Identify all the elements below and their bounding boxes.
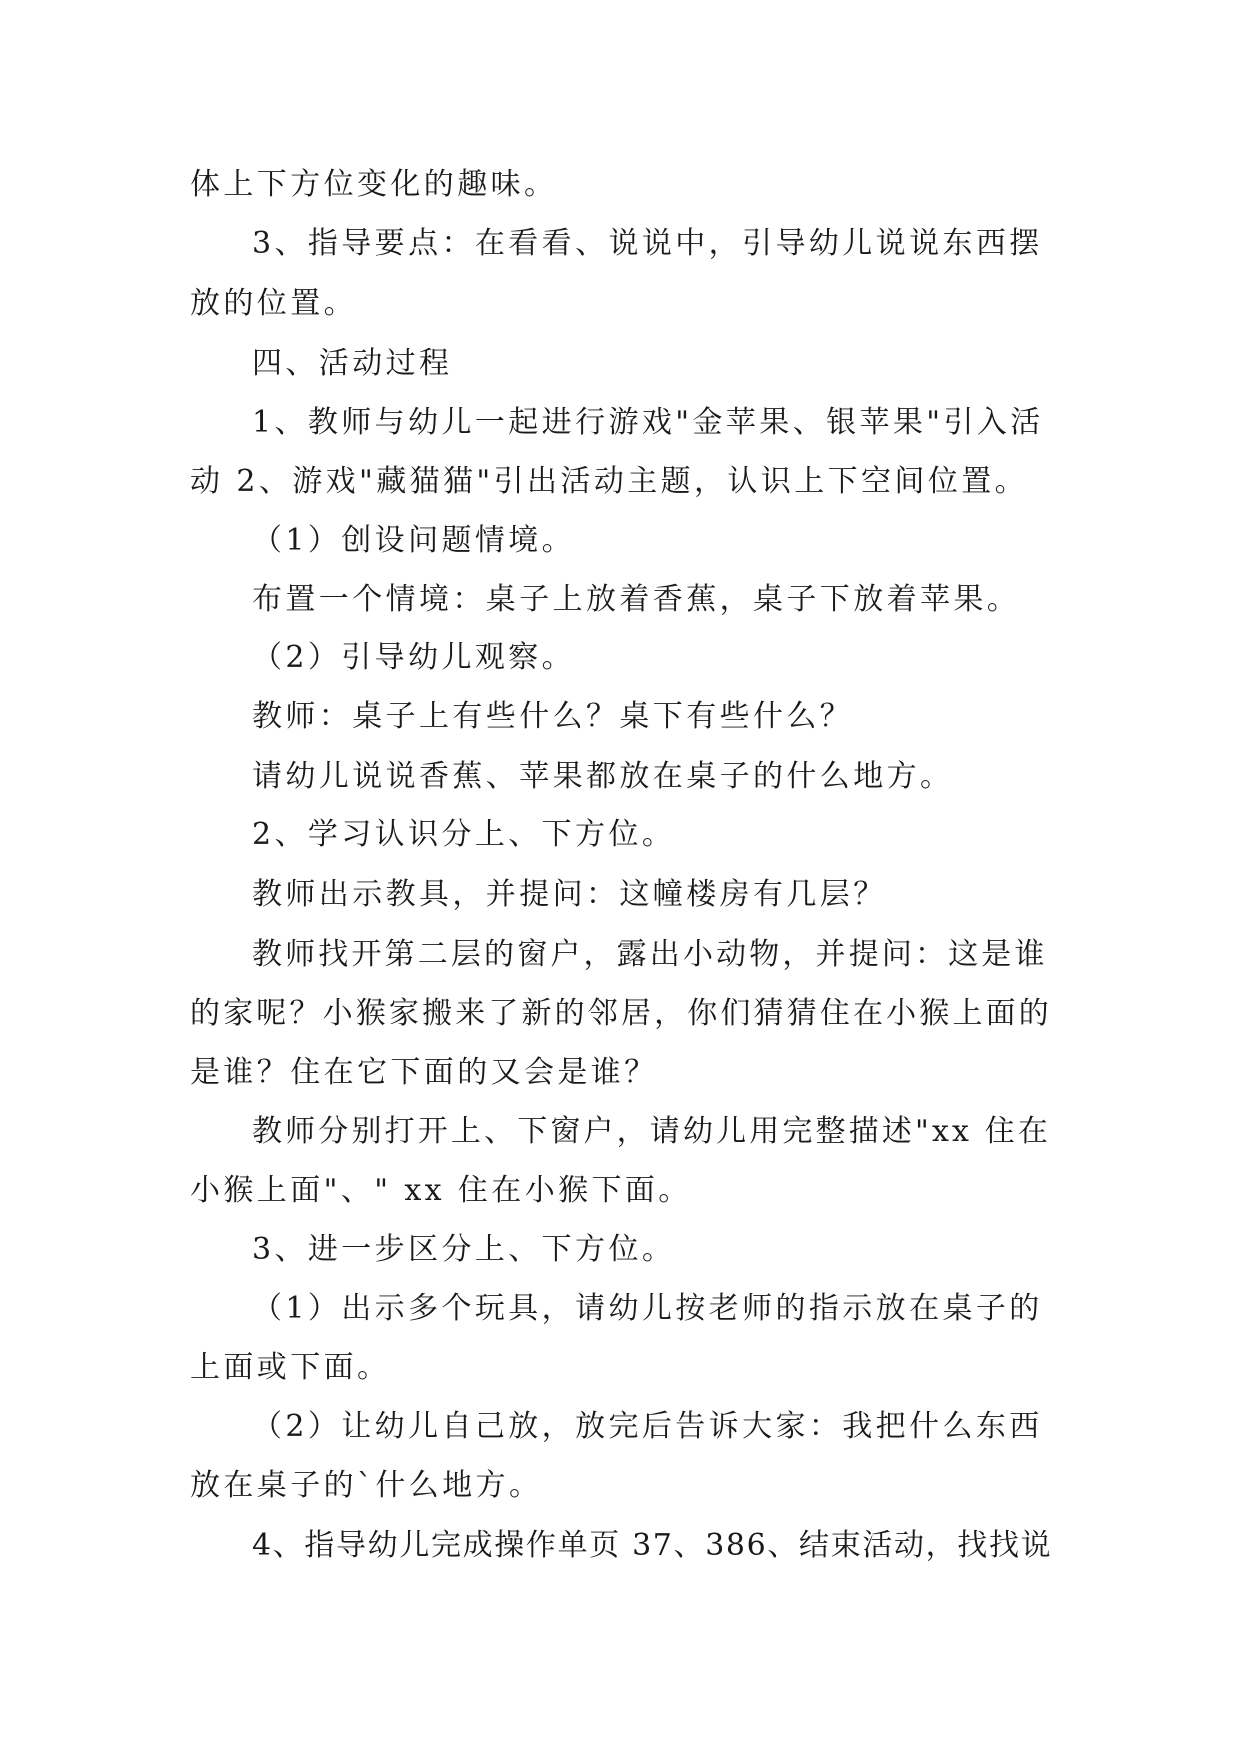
text-line: （2）让幼儿自己放，放完后告诉大家：我把什么东西 (252, 1409, 1043, 1444)
text-line: （1）创设问题情境。 (252, 523, 576, 558)
text-line: 体上下方位变化的趣味。 (190, 167, 558, 202)
text-line: 布置一个情境：桌子上放着香蕉，桌子下放着苹果。 (252, 582, 1021, 617)
text-line: 放的位置。 (190, 286, 357, 321)
text-line: 3、进一步区分上、下方位。 (252, 1232, 676, 1267)
text-line: 2、学习认识分上、下方位。 (252, 817, 676, 852)
text-line: 请幼儿说说香蕉、苹果都放在桌子的什么地方。 (252, 759, 954, 794)
text-line: （1）出示多个玩具，请幼儿按老师的指示放在桌子的 (252, 1291, 1043, 1326)
text-line: 教师找开第二层的窗户，露出小动物，并提问：这是谁 (252, 937, 1048, 972)
text-line: 教师分别打开上、下窗户，请幼儿用完整描述"xx 住在 (252, 1114, 1052, 1149)
text-line: （2）引导幼儿观察。 (252, 640, 576, 675)
text-line: 教师出示教具，并提问：这幢楼房有几层？ (252, 877, 887, 912)
text-line: 动 2、游戏"藏猫猫"引出活动主题，认识上下空间位置。 (190, 464, 1029, 499)
text-line: 1、教师与幼儿一起进行游戏"金苹果、银苹果"引入活 (252, 405, 1044, 440)
text-line: 是谁？住在它下面的又会是谁？ (190, 1055, 658, 1090)
text-line: 教师：桌子上有些什么？桌下有些什么？ (252, 699, 854, 734)
text-line: 小猴上面"、" xx 住在小猴下面。 (190, 1173, 692, 1208)
text-line: 3、指导要点：在看看、说说中，引导幼儿说说东西摆 (252, 226, 1043, 261)
text-line: 放在桌子的`什么地方。 (190, 1468, 543, 1503)
text-line: 上面或下面。 (190, 1350, 391, 1385)
section-heading: 四、活动过程 (252, 346, 453, 381)
text-line: 4、指导幼儿完成操作单页 37、386、结束活动，找找说 (252, 1528, 1053, 1563)
text-line: 的家呢？小猴家搬来了新的邻居，你们猜猜住在小猴上面的 (190, 996, 1052, 1031)
